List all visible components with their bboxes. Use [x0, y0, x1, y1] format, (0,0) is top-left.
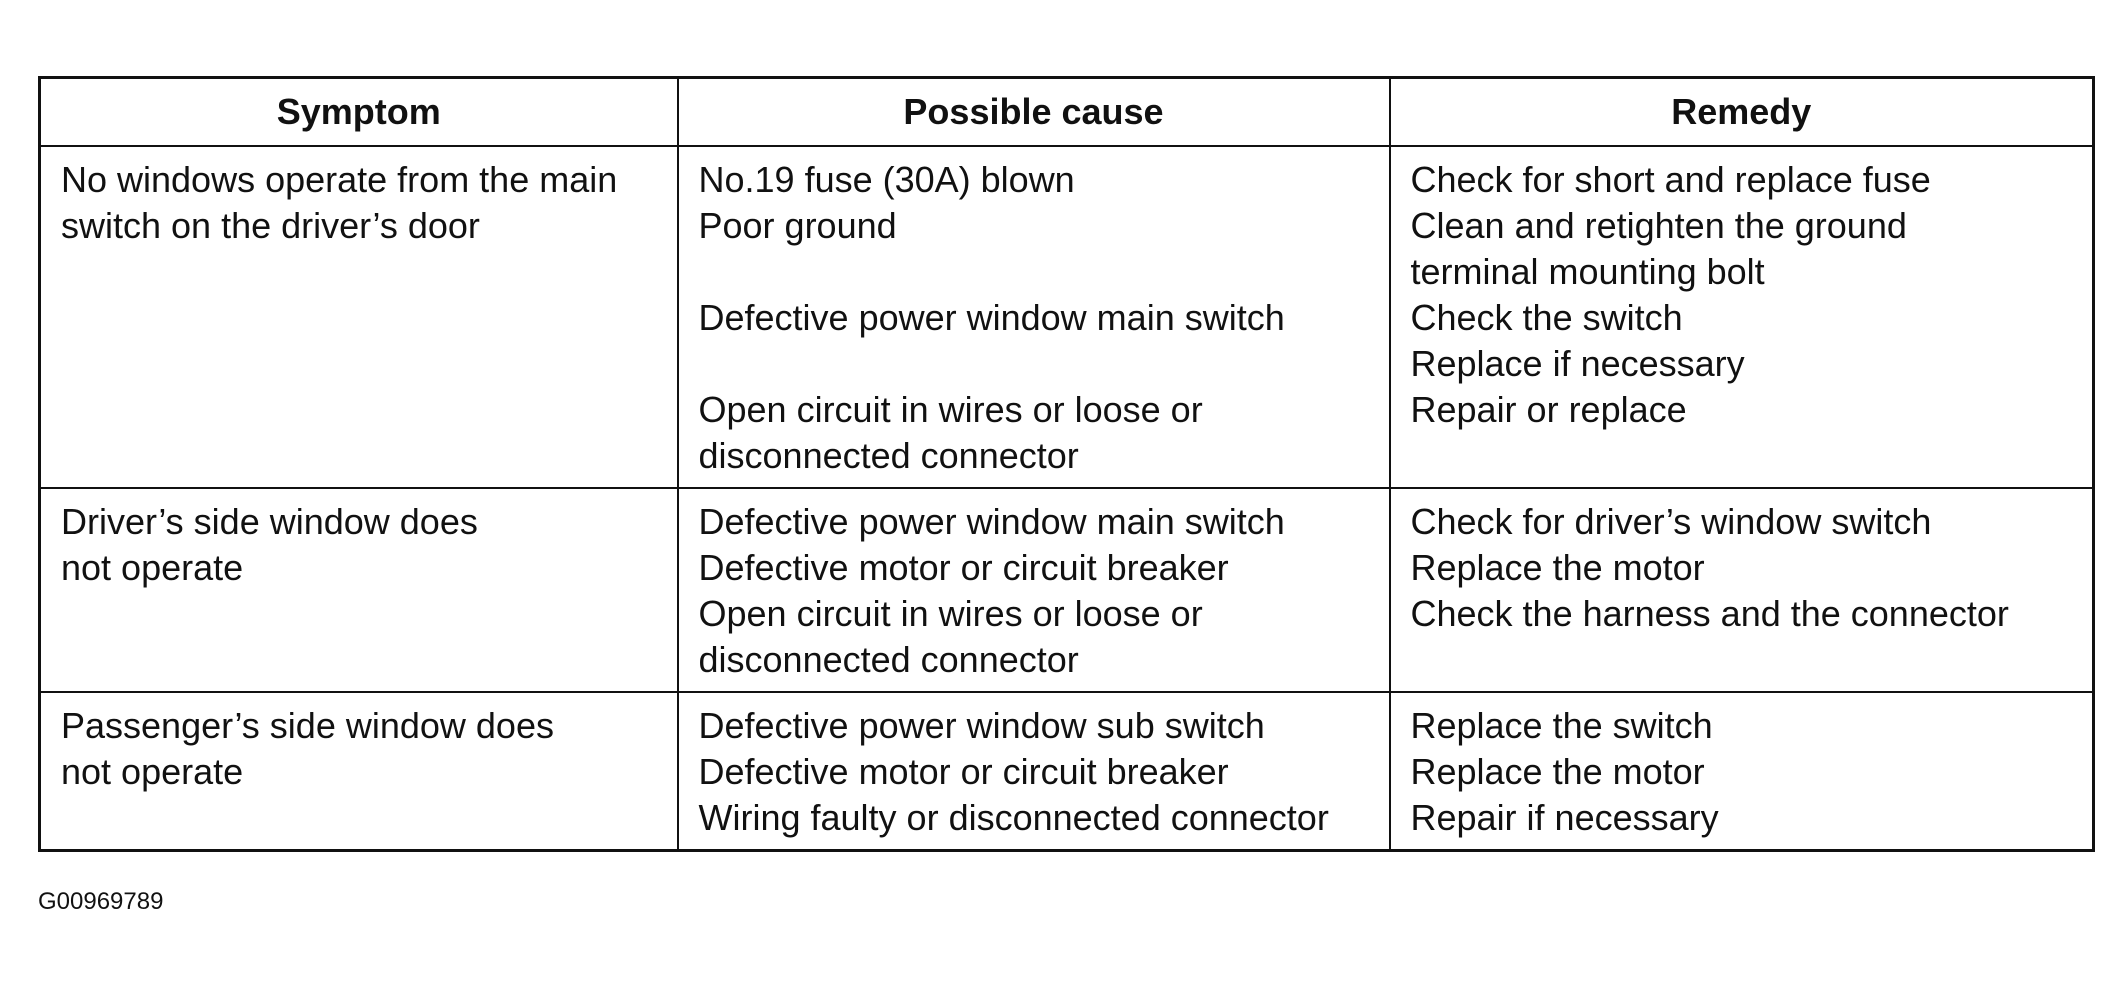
cause-line: Wiring faulty or disconnected connector [698, 797, 1329, 838]
symptom-line: switch on the driver’s door [61, 205, 480, 246]
cause-line: Defective power window main switch [698, 297, 1285, 338]
table-header-row [40, 78, 2094, 147]
symptom-cell [40, 488, 678, 692]
symptom-cell [40, 146, 678, 488]
remedy-line: Check for short and replace fuse [1410, 159, 1931, 200]
remedy-line: Replace the motor [1410, 751, 1705, 792]
remedy-line: Replace the switch [1410, 705, 1713, 746]
table-row [40, 146, 2094, 488]
symptom-line: not operate [61, 751, 244, 792]
cause-line: disconnected connector [698, 435, 1079, 476]
remedy-cell [1390, 488, 2094, 692]
symptom-line: Driver’s side window does [61, 501, 478, 542]
cause-line: Defective power window main switch [698, 501, 1285, 542]
cause-line: Defective motor or circuit breaker [698, 751, 1229, 792]
cause-cell [678, 146, 1390, 488]
troubleshooting-table [38, 76, 2095, 852]
cause-spacer [699, 341, 1369, 387]
remedy-cell [1390, 146, 2094, 488]
table-row [40, 488, 2094, 692]
header-remedy: Remedy [1390, 78, 2094, 147]
remedy-line: Replace the motor [1410, 547, 1705, 588]
cause-line: No.19 fuse (30A) blown [698, 159, 1075, 200]
remedy-line: Repair or replace [1410, 389, 1687, 430]
symptom-line: No windows operate from the main [61, 159, 618, 200]
figure-id: G00969789 [38, 888, 164, 915]
remedy-line: terminal mounting bolt [1410, 251, 1765, 292]
header-symptom: Symptom [40, 78, 678, 147]
table-row [40, 692, 2094, 851]
cause-line: Poor ground [698, 205, 897, 246]
symptom-line: Passenger’s side window does [61, 705, 554, 746]
symptom-cell [40, 692, 678, 851]
header-possible-cause: Possible cause [678, 78, 1390, 147]
remedy-line: Repair if necessary [1410, 797, 1719, 838]
remedy-line: Check for driver’s window switch [1410, 501, 1932, 542]
cause-line: disconnected connector [698, 639, 1079, 680]
remedy-line: Replace if necessary [1410, 343, 1745, 384]
cause-cell [678, 692, 1390, 851]
remedy-line: Check the harness and the connector [1410, 593, 2009, 634]
cause-line: Defective motor or circuit breaker [698, 547, 1229, 588]
cause-line: Open circuit in wires or loose or [698, 389, 1203, 430]
cause-spacer [699, 249, 1369, 295]
symptom-line: not operate [61, 547, 244, 588]
cause-line: Open circuit in wires or loose or [698, 593, 1203, 634]
remedy-line: Clean and retighten the ground [1410, 205, 1907, 246]
cause-line: Defective power window sub switch [698, 705, 1265, 746]
remedy-line: Check the switch [1410, 297, 1683, 338]
remedy-cell [1390, 692, 2094, 851]
cause-cell [678, 488, 1390, 692]
